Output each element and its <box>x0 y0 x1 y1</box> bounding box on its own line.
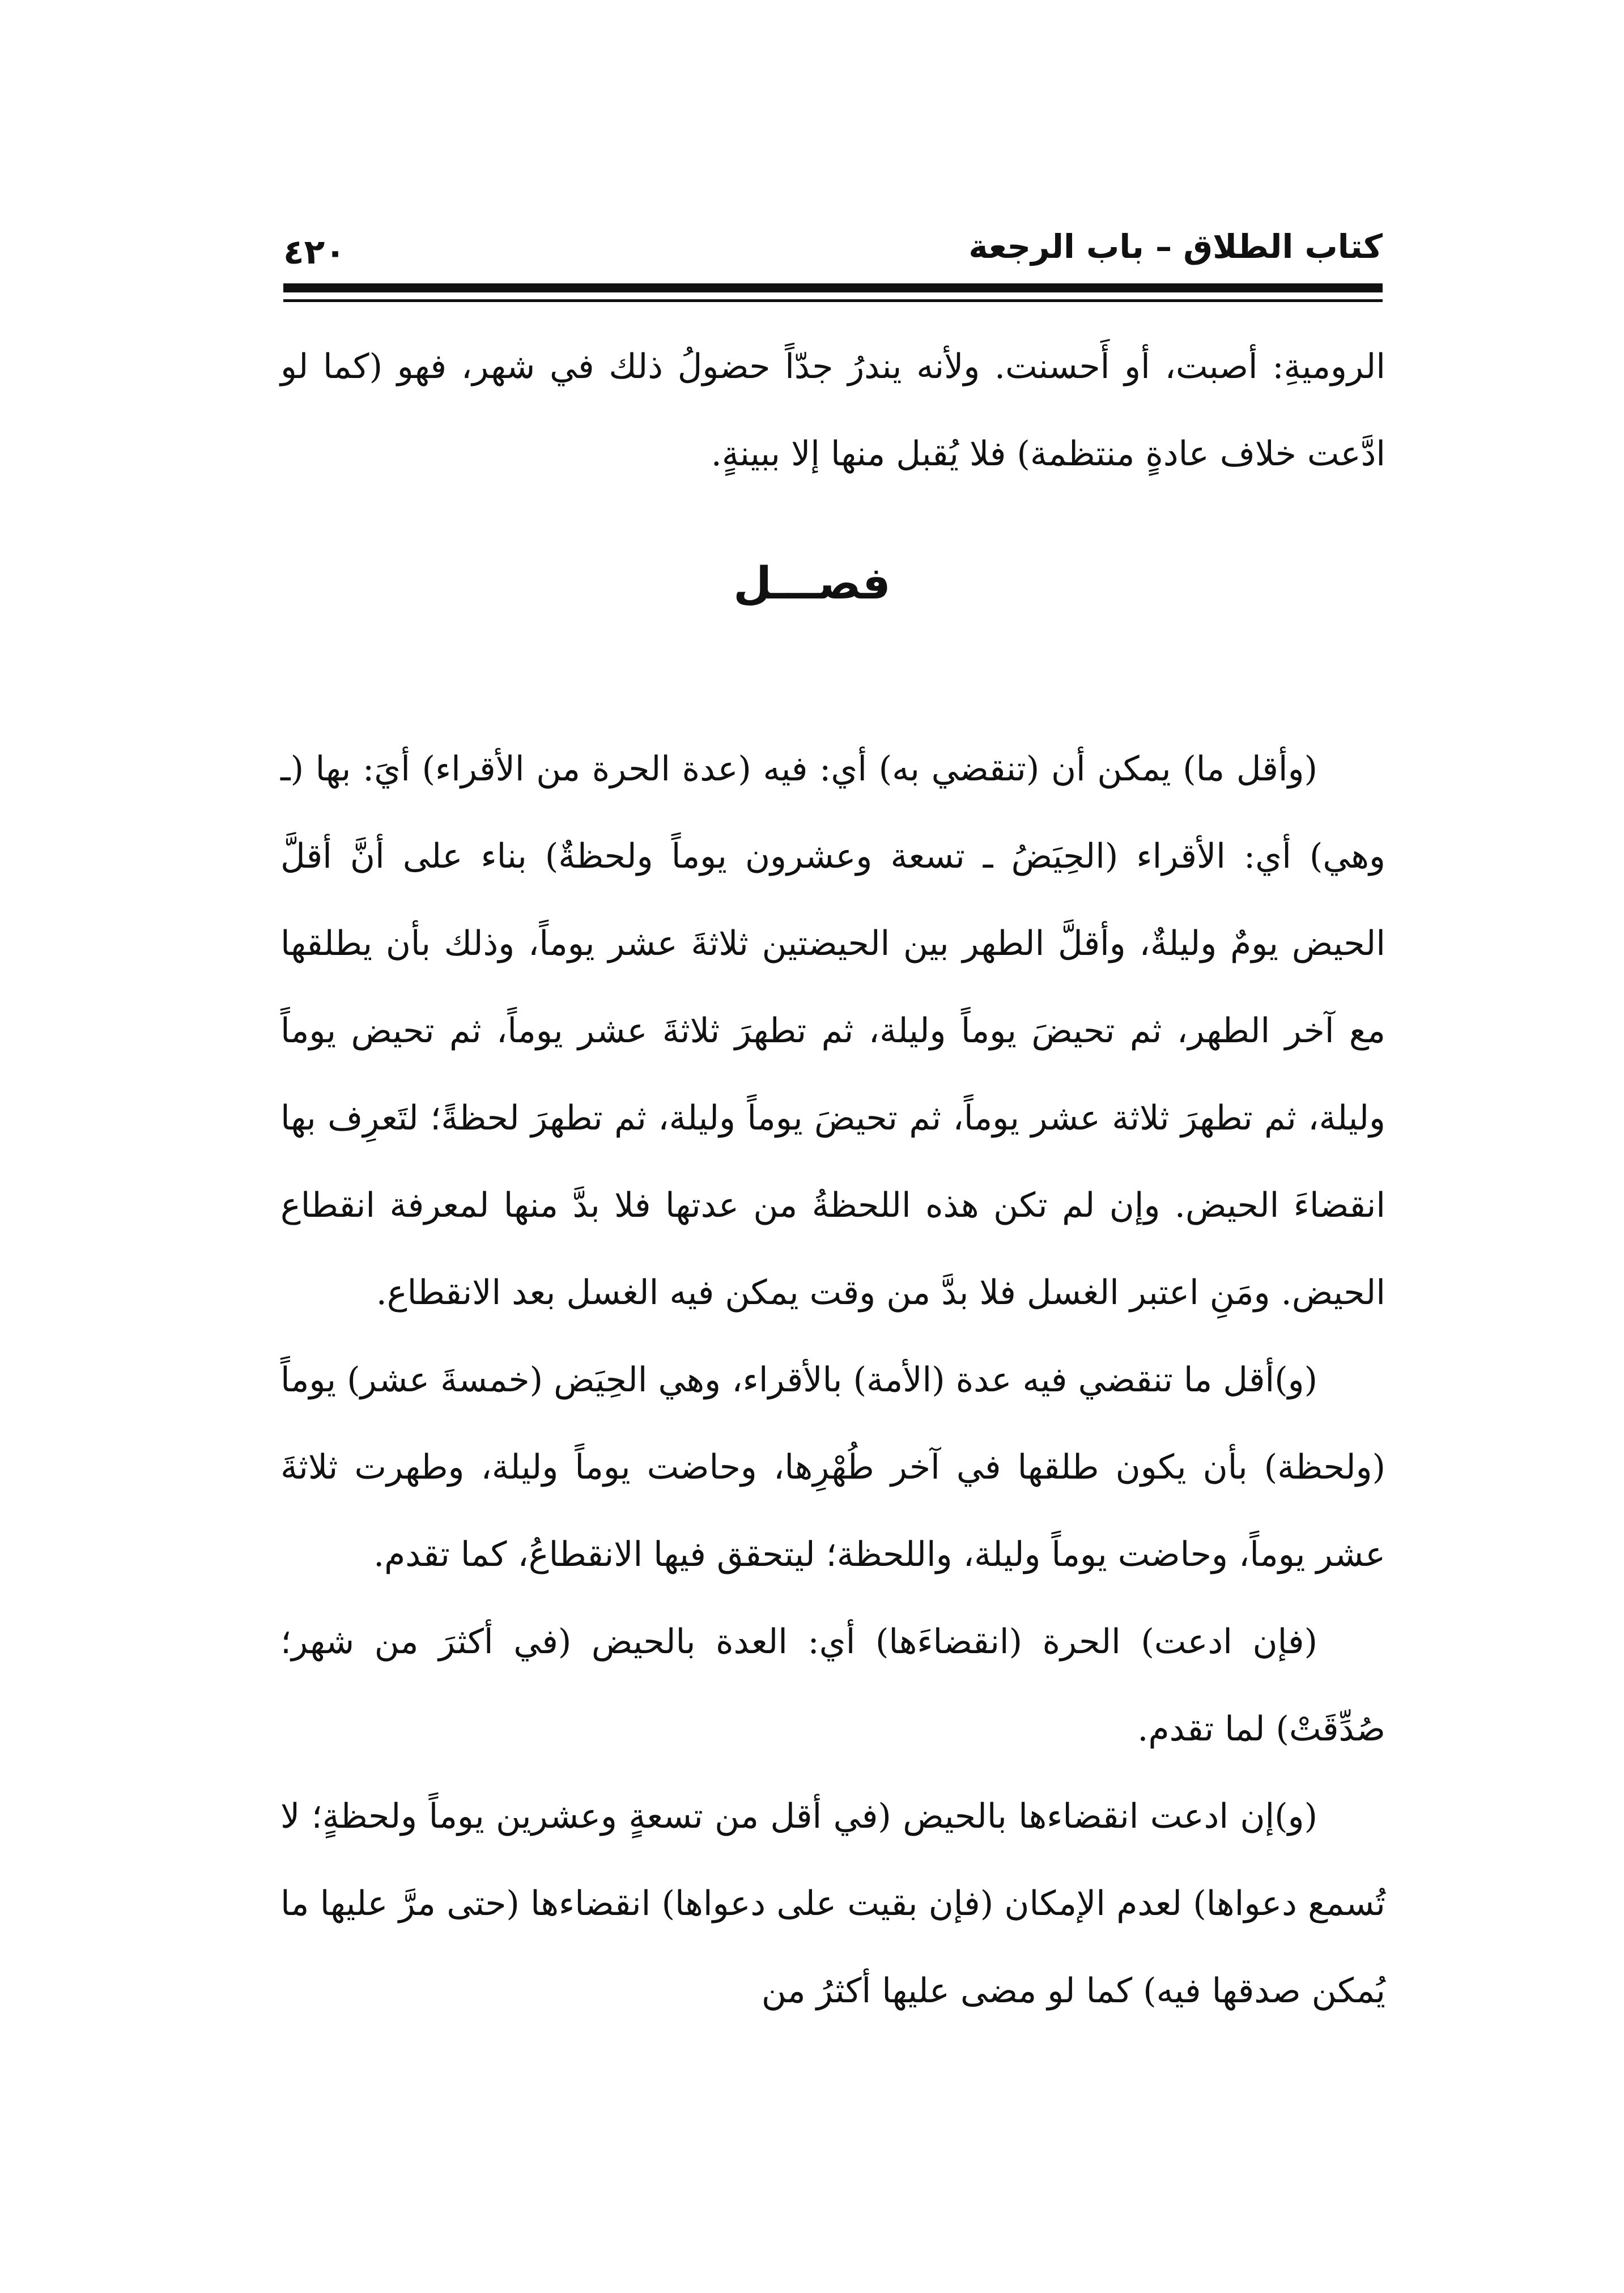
header-rule-thin <box>283 299 1383 302</box>
main-text-block <box>280 725 1385 2035</box>
paragraph-1: (وأقل ما) يمكن أن (تنقضي به) أي: فيه (عدة الحرة من الأقراء) أيَ: بها (ـ وهي) أي: الأقراء (الحِيَضُ ـ تسعة وعشرون يوماً ولحظةٌ) بناء على أنَّ أقلَّ الحيض يومٌ وليلةٌ، وأقلَّ الطهر بين الحيضتين ثلاثةَ عشر يوماً، وذلك بأن يطلقها مع آخر الطهر، ثم تحيضَ يوماً وليلة، ثم تطهرَ ثلاثةَ عشر يوماً، ثم تحيض يوماً وليلة، ثم تطهرَ ثلاثة عشر يوماً، ثم تحيضَ يوماً وليلة، ثم تطهرَ لحظةً؛ لتَعرِف بها انقضاءَ الحيض. وإن لم تكن هذه اللحظةُ من عدتها فلا بدَّ منها لمعرفة انقطاع الحيض. ومَنِ اعتبر الغسل فلا بدَّ من وقت يمكن فيه الغسل بعد الانقطاع. <box>280 749 1385 1313</box>
paragraph-2: (و)أقل ما تنقضي فيه عدة (الأمة) بالأقراء، وهي الحِيَض (خمسةَ عشر) يوماً (ولحظة) بأن يكون طلقها في آخر طُهْرِها، وحاضت يوماً وليلة، وطهرت ثلاثةَ عشر يوماً، وحاضت يوماً وليلة، واللحظة؛ ليتحقق فيها الانقطاعُ، كما تقدم. <box>280 1360 1386 1574</box>
header-rule-thick <box>283 283 1383 292</box>
page-header <box>283 218 1383 281</box>
section-heading: فصـــل <box>733 558 891 609</box>
paragraph-3: (فإن ادعت) الحرة (انقضاءَها) أي: العدة بالحيض (في أكثرَ من شهر؛ صُدِّقَتْ) لما تقدم. <box>280 1622 1385 1749</box>
running-title: كتاب الطلاق – باب الرجعة <box>968 227 1383 266</box>
continued-paragraph: الروميةِ: أصبت، أو أَحسنت. ولأنه يندرُ جدّاً حضولُ ذلك في شهر، فهو (كما لو ادَّعت خلاف عادةٍ منتظمة) فلا يُقبل منها إلا ببينةٍ. <box>280 347 1385 474</box>
paragraph-4: (و)إن ادعت انقضاءها بالحيض (في أقل من تسعةٍ وعشرين يوماً ولحظةٍ؛ لا تُسمع دعواها) لعدم الإمكان (فإن بقيت على دعواها) انقضاءها (حتى مرَّ عليها ما يُمكن صدقها فيه) كما لو مضى عليها أكثرُ من <box>280 1797 1385 2011</box>
continued-paragraph-block <box>280 323 1385 498</box>
page-number: ٤٢٠ <box>283 232 346 272</box>
